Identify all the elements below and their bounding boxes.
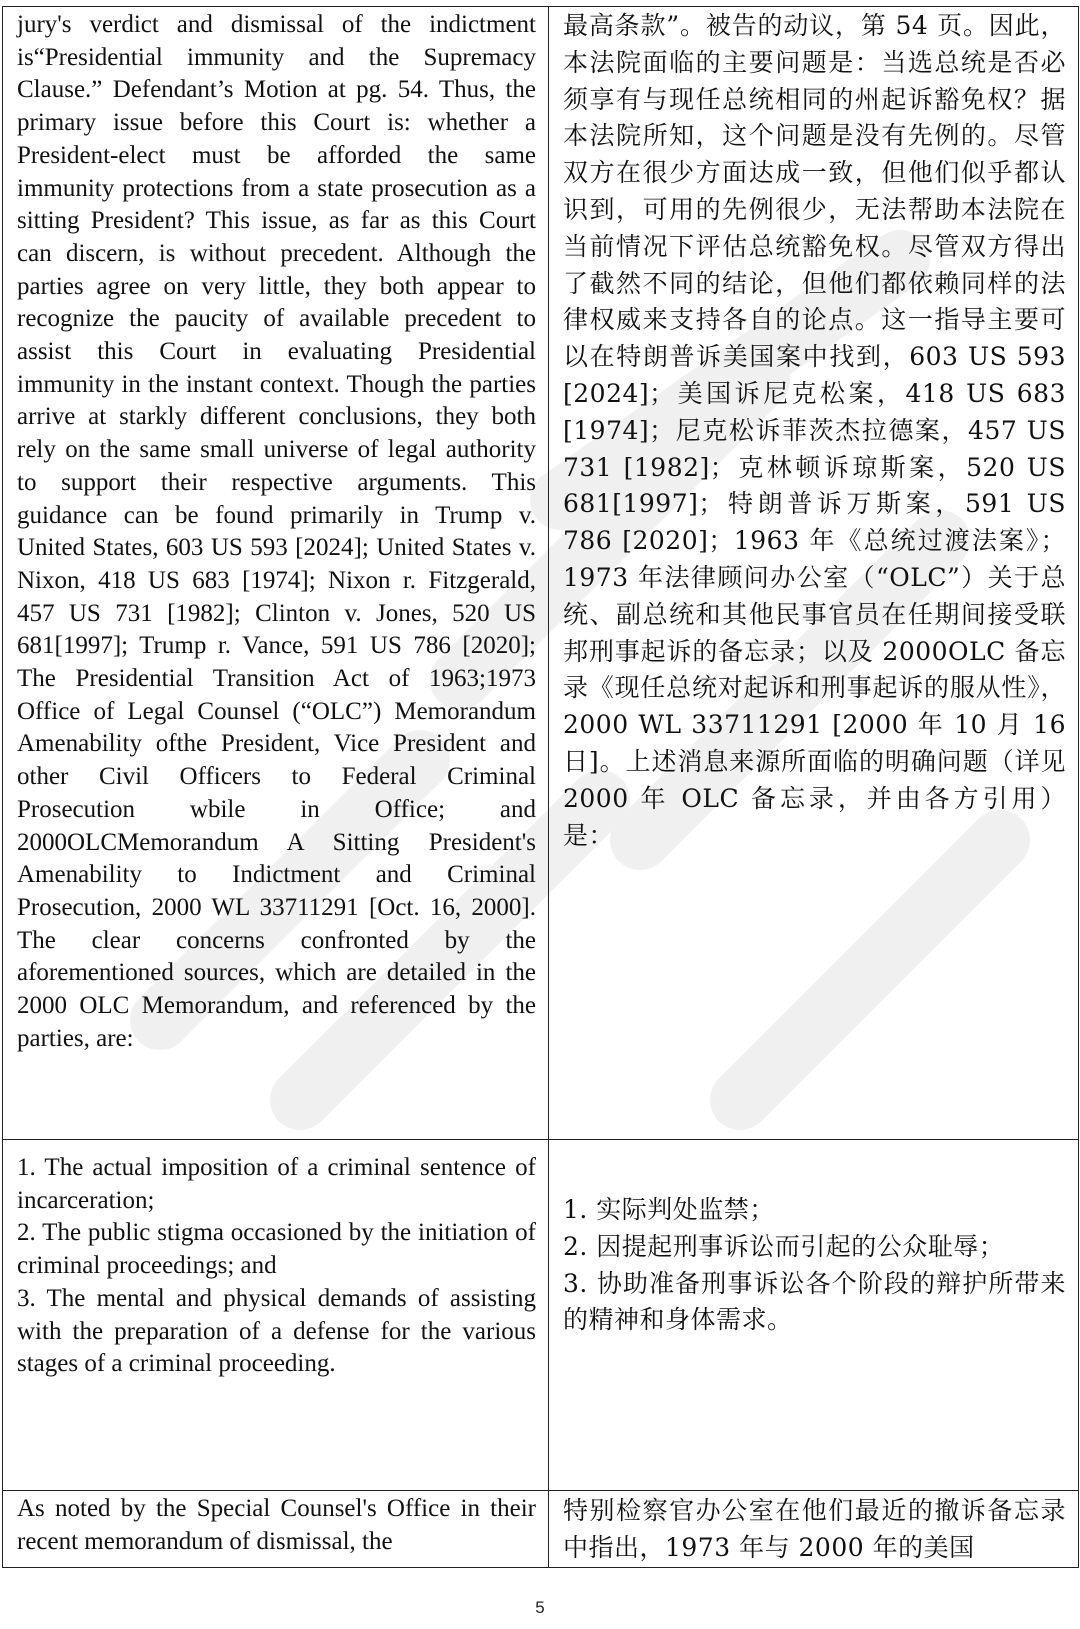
chinese-list <box>563 1192 1066 1339</box>
chinese-paragraph: 最高条款”。被告的动议，第 54 页。因此，本法院面临的主要问题是：当选总统是否必须享有与现任总统相同的州起诉豁免权？据本法院所知，这个问题是没有先例的。尽管双方在很少方面达成一致，但他们似乎都认识到，可用的先例很少，无法帮助本法院在当前情况下评估总统豁免权。尽管双方得出了截然不同的结论，但他们都依赖同样的法律权威来支持各自的论点。这一指导主要可以在特朗普诉美国案中找到，603 US 593 [2024]；美国诉尼克松案，418 US 683 [1974]；尼克松诉菲茨杰拉德案，457 US 731 [1982]；克林顿诉琼斯案，520 US 681[1997]；特朗普诉万斯案，591 US 786 [2020]；1963 年《总统过渡法案》；1973 年法律顾问办公室（“OLC”）关于总统、副总统和其他民事官员在任期间接受联邦刑事起诉的备忘录；以及 2000OLC 备忘录《现任总统对起诉和刑事起诉的服从性》，2000 WL 33711291 [2000 年 10 月 16 日]。上述消息来源所面临的明确问题（详见 2000 年 OLC 备忘录，并由各方引用）是： <box>563 11 1066 850</box>
chinese-paragraph: 特别检察官办公室在他们最近的撤诉备忘录中指出，1973 年与 2000 年的美国 <box>563 1496 1066 1562</box>
chinese-cell <box>549 1140 1079 1491</box>
english-cell <box>3 1491 549 1568</box>
page-number: 5 <box>535 1598 545 1617</box>
english-paragraph: As noted by the Special Counsel's Office in their recent memorandum of dismissal, the <box>17 1495 536 1555</box>
list-item: 3. 协助准备刑事诉讼各个阶段的辩护所带来的精神和身体需求。 <box>563 1268 1066 1335</box>
table-row <box>3 1140 1079 1491</box>
english-cell <box>3 1140 549 1491</box>
list-item: 2. 因提起刑事诉讼而引起的公众耻辱； <box>563 1231 1005 1261</box>
chinese-cell <box>549 7 1079 1140</box>
list-item: 1. The actual imposition of a criminal sentence of incarceration; <box>17 1154 536 1214</box>
english-paragraph: jury's verdict and dismissal of the indictment is“Presidential immunity and the Supremacy Clause.” Defendant’s Motion at pg. 54. Thus, the primary issue before this Court is: whether a President-elect must be afforded the same immunity protections from a state prosecution as a sitting President? This issue, as far as this Court can discern, is without precedent. Although the parties agree on very little, they both appear to recognize the paucity of available precedent to assist this Court in evaluating Presidential immunity in the instant context. Though the parties arrive at starkly different conclusions, they both rely on the same small universe of legal authority to support their respective arguments. This guidance can be found primarily in Trump v. United States, 603 US 593 [2024]; United States v. Nixon, 418 US 683 [1974]; Nixon r. Fitzgerald, 457 US 731 [1982]; Clinton v. Jones, 520 US 681[1997]; Trump r. Vance, 591 US 786 [2020]; The Presidential Transition Act of 1963;1973 Office of Legal Counsel (“OLC”) Memorandum Amenability ofthe President, Vice President and other Civil Officers to Federal Criminal Prosecution wbile in Office; and 2000OLCMemorandum A Sitting President's Amenability to Indictment and Criminal Prosecution, 2000 WL 33711291 [Oct. 16, 2000]. The clear concerns confronted by the aforementioned sources, which are detailed in the 2000 OLC Memorandum, and referenced by the parties, are: <box>17 11 536 1052</box>
list-item: 1. 实际判处监禁； <box>563 1195 775 1224</box>
english-cell <box>3 7 549 1140</box>
chinese-cell <box>549 1491 1079 1568</box>
list-item: 2. The public stigma occasioned by the initiation of criminal proceedings; and <box>17 1219 536 1280</box>
list-item: 3. The mental and physical demands of assisting with the preparation of a defense for the various stages of a criminal proceeding. <box>17 1284 536 1378</box>
table-row <box>3 1491 1079 1568</box>
bilingual-translation-table <box>2 6 1079 1568</box>
english-list <box>17 1152 536 1381</box>
table-row <box>3 7 1079 1140</box>
